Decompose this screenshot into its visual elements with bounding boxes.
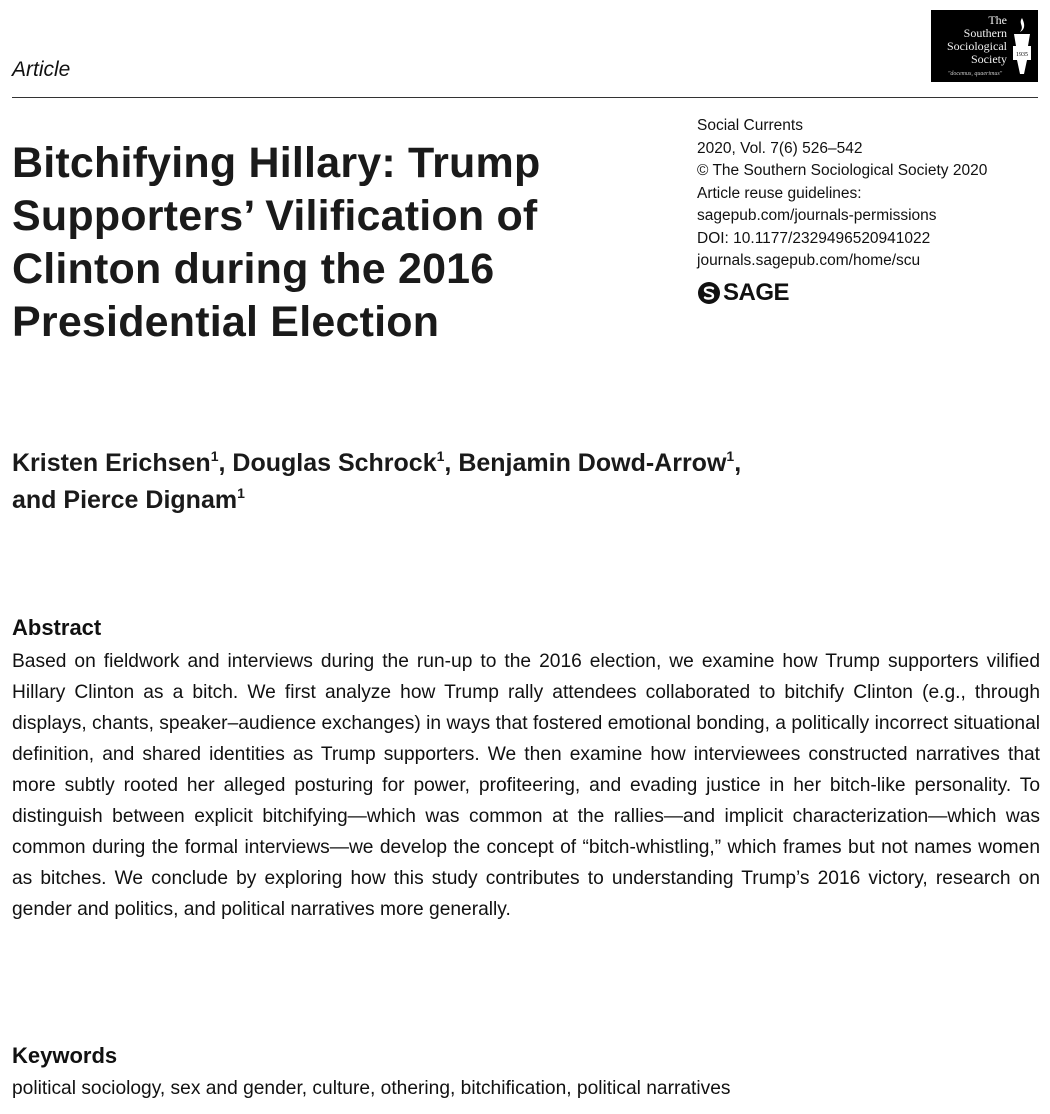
reuse-link[interactable]: sagepub.com/journals-permissions	[697, 207, 937, 224]
journal-url[interactable]: journals.sagepub.com/home/scu	[697, 252, 921, 269]
sage-wordmark: SAGE	[723, 279, 790, 306]
logo-line: The	[988, 13, 1007, 27]
author-separator: ,	[734, 449, 742, 477]
logo-line: Sociological	[947, 39, 1007, 53]
author-name: Douglas Schrock	[232, 449, 437, 477]
logo-line: Society	[971, 52, 1007, 66]
doi-link[interactable]: DOI: 10.1177/2329496520941022	[697, 229, 931, 247]
abstract-text: Based on fieldwork and interviews during the run-up to the 2016 election, we examine how Trump supporters vilified Hillary Clinton as a bitch. We first analyze how Trump rally attendees collaborated to bitchify Clinton (e.g., through displays, chants, speaker–audience exchanges) in ways that fostered emotional bonding, a politically incorrect situational definition, and shared identities as Trump supporters. We then examine how interviewees constructed narratives that more subtly rooted her alleged posturing for power, profiteering, and evading justice in her bitch-like personality. To distinguish between explicit bitchifying—which was common at the rallies—and implicit characterization—which was common during the formal interviews—we develop the concept of “bitch-whistling,” which frames but not names women as bitches. We conclude by exploring how this study contributes to understanding Trump’s 2016 victory, research on gender and politics, and political narratives more generally.	[12, 651, 1040, 920]
keywords-heading: Keywords	[12, 1043, 118, 1068]
abstract-heading: Abstract	[12, 615, 102, 640]
author-affiliation: 1	[237, 485, 245, 501]
author-affiliation: 1	[210, 448, 219, 464]
journal-name: Social Currents	[697, 117, 803, 134]
article-title: Bitchifying Hillary: Trump Supporters’ Vilification of Clinton during the 2016 Presidential Election	[12, 139, 541, 346]
logo-line: Southern	[963, 26, 1007, 40]
header-rule	[12, 97, 1038, 98]
author-separator: ,	[444, 449, 459, 477]
author-affiliation: 1	[726, 448, 735, 464]
author-affiliation: 1	[436, 448, 445, 464]
torch-icon	[1010, 16, 1034, 78]
author-name: and Pierce Dignam	[12, 486, 238, 514]
sage-logo	[697, 280, 789, 306]
keywords-text: political sociology, sex and gender, culture, othering, bitchification, political narratives	[12, 1078, 731, 1099]
society-logo	[931, 10, 1038, 82]
logo-year: 1935	[1016, 52, 1028, 58]
logo-motto: "docemus, quaerimus"	[947, 71, 1003, 77]
journal-volume: 2020, Vol. 7(6) 526–542	[697, 139, 863, 157]
copyright-notice: © The Southern Sociological Society 2020	[697, 162, 988, 179]
author-name: Kristen Erichsen	[12, 449, 211, 477]
journal-meta	[697, 115, 1042, 273]
reuse-label: Article reuse guidelines:	[697, 184, 862, 202]
author-separator: ,	[218, 449, 233, 477]
author-list	[12, 445, 1012, 519]
sage-s-icon	[697, 281, 721, 305]
logo-text	[931, 14, 1007, 66]
section-label: Article	[12, 58, 71, 81]
author-name: Benjamin Dowd-Arrow	[458, 449, 727, 477]
